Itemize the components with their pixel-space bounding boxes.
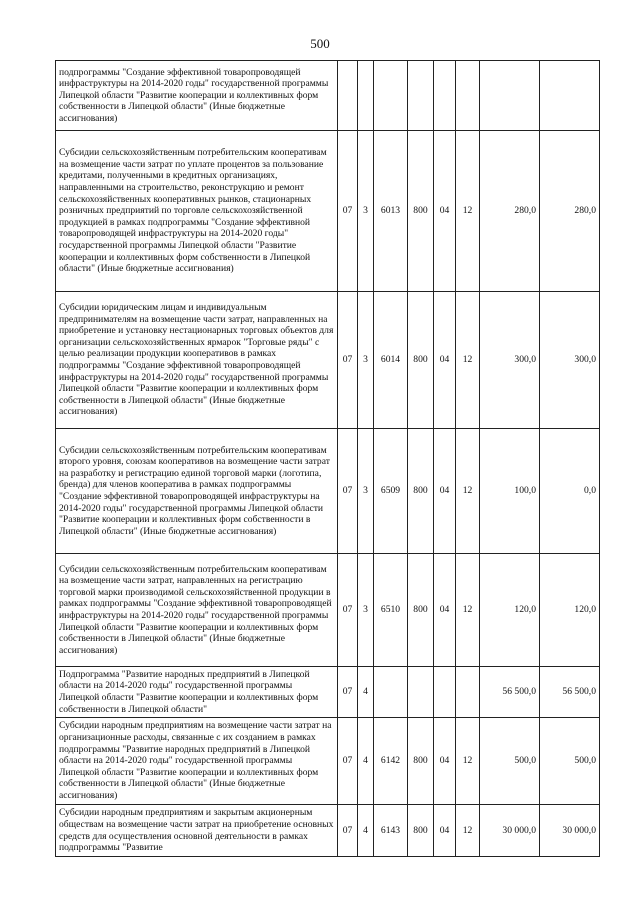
- article-code: 6143: [374, 805, 408, 857]
- row-description: Субсидии сельскохозяйственным потребительским кооперативам второго уровня, союзам кооперативов на возмещение части затрат на разработку и регистрацию единой торговой марки (логотипа, бренда) для членов кооператива в рамках подпрограммы "Создание эффективной товаропроводящей инфраструктуры на 2014-2020 годы" государственной программы Липецкой области "Развитие кооперации и коллективных форм собственности в Липецкой области" (Иные бюджетные ассигнования): [56, 429, 338, 554]
- subprogram-code: 3: [358, 131, 374, 292]
- table-row: [56, 429, 600, 554]
- table-row: [56, 131, 600, 292]
- section-code: 04: [434, 554, 456, 667]
- expense-type-code: 800: [408, 805, 434, 857]
- subsection-code: 12: [456, 429, 480, 554]
- row-description: Субсидии сельскохозяйственным потребительским кооперативам на возмещение части затрат, направленных на регистрацию торговой марки производимой сельскохозяйственной продукции в рамках подпрограммы "Создание эффективной товаропроводящей инфраструктуры на 2014-2020 годы" государственной программы Липецкой области "Развитие кооперации и коллективных форм собственности в Липецкой области" (Иные бюджетные ассигнования): [56, 554, 338, 667]
- section-code: 04: [434, 805, 456, 857]
- expense-type-code: [408, 61, 434, 131]
- section-code: 04: [434, 292, 456, 429]
- amount-1: 500,0: [480, 718, 540, 805]
- subprogram-code: 3: [358, 429, 374, 554]
- amount-2: 0,0: [540, 429, 600, 554]
- program-code: 07: [338, 292, 358, 429]
- amount-2: 30 000,0: [540, 805, 600, 857]
- expense-type-code: 800: [408, 131, 434, 292]
- section-code: [434, 61, 456, 131]
- amount-1: 56 500,0: [480, 667, 540, 718]
- row-description: Подпрограмма "Развитие народных предприятий в Липецкой области на 2014-2020 годы" государственной программы Липецкой области "Развитие кооперации и коллективных форм собственности в Липецкой области": [56, 667, 338, 718]
- subsection-code: [456, 61, 480, 131]
- expense-type-code: 800: [408, 718, 434, 805]
- row-description: Субсидии сельскохозяйственным потребительским кооперативам на возмещение части затрат по уплате процентов за пользование кредитами, полученными в кредитных организациях, направленными на строительство, реконструкцию и ремонт сельскохозяйственных кооперативных рынков, стационарных розничных предприятий по торговле сельскохозяйственной продукцией в рамках подпрограммы "Создание эффективной товаропроводящей инфраструктуры на 2014-2020 годы" государственной программы Липецкой области "Развитие кооперации и коллективных форм собственности в Липецкой области" (Иные бюджетные ассигнования): [56, 131, 338, 292]
- program-code: 07: [338, 554, 358, 667]
- expense-type-code: 800: [408, 554, 434, 667]
- amount-1: [480, 61, 540, 131]
- expense-type-code: 800: [408, 292, 434, 429]
- expense-type-code: 800: [408, 429, 434, 554]
- budget-table: [55, 60, 600, 857]
- section-code: 04: [434, 718, 456, 805]
- table-row: [56, 61, 600, 131]
- subprogram-code: 4: [358, 805, 374, 857]
- amount-2: [540, 61, 600, 131]
- amount-1: 30 000,0: [480, 805, 540, 857]
- amount-2: 120,0: [540, 554, 600, 667]
- row-description: подпрограммы "Создание эффективной товаропроводящей инфраструктуры на 2014-2020 годы" государственной программы Липецкой области "Развитие кооперации и коллективных форм собственности в Липецкой области" (Иные бюджетные ассигнования): [56, 61, 338, 131]
- article-code: 6013: [374, 131, 408, 292]
- program-code: 07: [338, 429, 358, 554]
- section-code: 04: [434, 131, 456, 292]
- article-code: [374, 61, 408, 131]
- table-row: [56, 667, 600, 718]
- program-code: 07: [338, 718, 358, 805]
- article-code: [374, 667, 408, 718]
- amount-1: 300,0: [480, 292, 540, 429]
- article-code: 6510: [374, 554, 408, 667]
- section-code: 04: [434, 429, 456, 554]
- table-row: [56, 554, 600, 667]
- table-row: [56, 805, 600, 857]
- program-code: 07: [338, 805, 358, 857]
- subsection-code: 12: [456, 131, 480, 292]
- table-row: [56, 292, 600, 429]
- article-code: 6014: [374, 292, 408, 429]
- amount-2: 56 500,0: [540, 667, 600, 718]
- article-code: 6509: [374, 429, 408, 554]
- row-description: Субсидии юридическим лицам и индивидуальным предпринимателям на возмещение части затрат, направленных на приобретение и установку нестационарных торговых объектов для организации сельскохозяйственных ярмарок "Торговые ряды" с целью реализации продукции кооперативов в рамках подпрограммы "Создание эффективной товаропроводящей инфраструктуры на 2014-2020 годы" государственной программы Липецкой области "Развитие кооперации и коллективных форм собственности в Липецкой области" (Иные бюджетные ассигнования): [56, 292, 338, 429]
- row-description: Субсидии народным предприятиям на возмещение части затрат на организационные расходы, связанные с их созданием в рамках подпрограммы "Развитие народных предприятий в Липецкой области на 2014-2020 годы" государственной программы Липецкой области "Развитие кооперации и коллективных форм собственности в Липецкой области" (Иные бюджетные ассигнования): [56, 718, 338, 805]
- subsection-code: 12: [456, 805, 480, 857]
- amount-1: 120,0: [480, 554, 540, 667]
- table-row: [56, 718, 600, 805]
- page-number: 500: [310, 36, 330, 51]
- subprogram-code: 4: [358, 667, 374, 718]
- program-code: 07: [338, 131, 358, 292]
- program-code: 07: [338, 667, 358, 718]
- subprogram-code: [358, 61, 374, 131]
- subsection-code: 12: [456, 554, 480, 667]
- subprogram-code: 3: [358, 554, 374, 667]
- subprogram-code: 3: [358, 292, 374, 429]
- subsection-code: [456, 667, 480, 718]
- amount-1: 280,0: [480, 131, 540, 292]
- article-code: 6142: [374, 718, 408, 805]
- amount-1: 100,0: [480, 429, 540, 554]
- program-code: [338, 61, 358, 131]
- amount-2: 300,0: [540, 292, 600, 429]
- amount-2: 500,0: [540, 718, 600, 805]
- subprogram-code: 4: [358, 718, 374, 805]
- subsection-code: 12: [456, 292, 480, 429]
- expense-type-code: [408, 667, 434, 718]
- section-code: [434, 667, 456, 718]
- subsection-code: 12: [456, 718, 480, 805]
- amount-2: 280,0: [540, 131, 600, 292]
- row-description: Субсидии народным предприятиям и закрытым акционерным обществам на возмещение части затрат на приобретение основных средств для осуществления основной деятельности в рамках подпрограммы "Развитие: [56, 805, 338, 857]
